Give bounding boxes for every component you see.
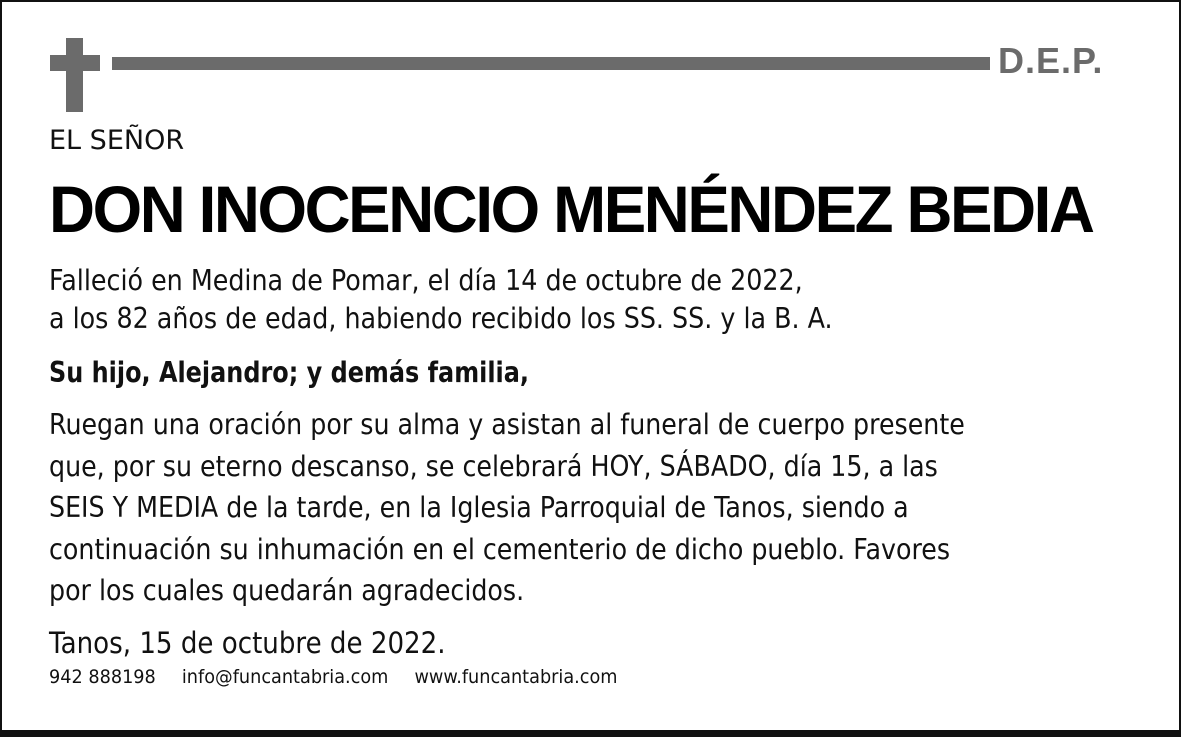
- death-line: Falleció en Medina de Pomar, el día 14 de octubre de 2022,: [49, 264, 803, 297]
- death-line: a los 82 años de edad, habiendo recibido los SS. SS. y la B. A.: [49, 302, 833, 335]
- funeral-details: [49, 404, 965, 612]
- body-line: por los cuales quedarán agradecidos.: [49, 574, 525, 607]
- body-line: SEIS Y MEDIA de la tarde, en la Iglesia Parroquial de Tanos, siendo a: [49, 491, 909, 524]
- dateline: Tanos, 15 de octubre de 2022.: [49, 626, 446, 660]
- body-line: que, por su eterno descanso, se celebrará HOY, SÁBADO, día 15, a las: [49, 449, 938, 483]
- honorific: EL SEÑOR: [49, 125, 185, 156]
- contact-info: [49, 664, 638, 690]
- dep-label: D.E.P.: [998, 40, 1104, 81]
- header-rule: [112, 57, 990, 70]
- mourners: Su hijo, Alejandro; y demás familia,: [49, 356, 530, 389]
- email-link[interactable]: info@funcantabria.com: [181, 666, 389, 688]
- death-details: [49, 262, 833, 338]
- deceased-name: DON INOCENCIO MENÉNDEZ BEDIA: [49, 172, 1093, 246]
- body-line: continuación su inhumación en el cementerio de dicho pueblo. Favores: [49, 532, 951, 566]
- body-line: Ruegan una oración por su alma y asistan al funeral de cuerpo presente: [49, 408, 965, 441]
- phone-number: 942 888198: [49, 666, 156, 688]
- website-link[interactable]: www.funcantabria.com: [414, 666, 618, 688]
- cross-icon-bar: [50, 55, 100, 71]
- cross-icon: [66, 38, 83, 112]
